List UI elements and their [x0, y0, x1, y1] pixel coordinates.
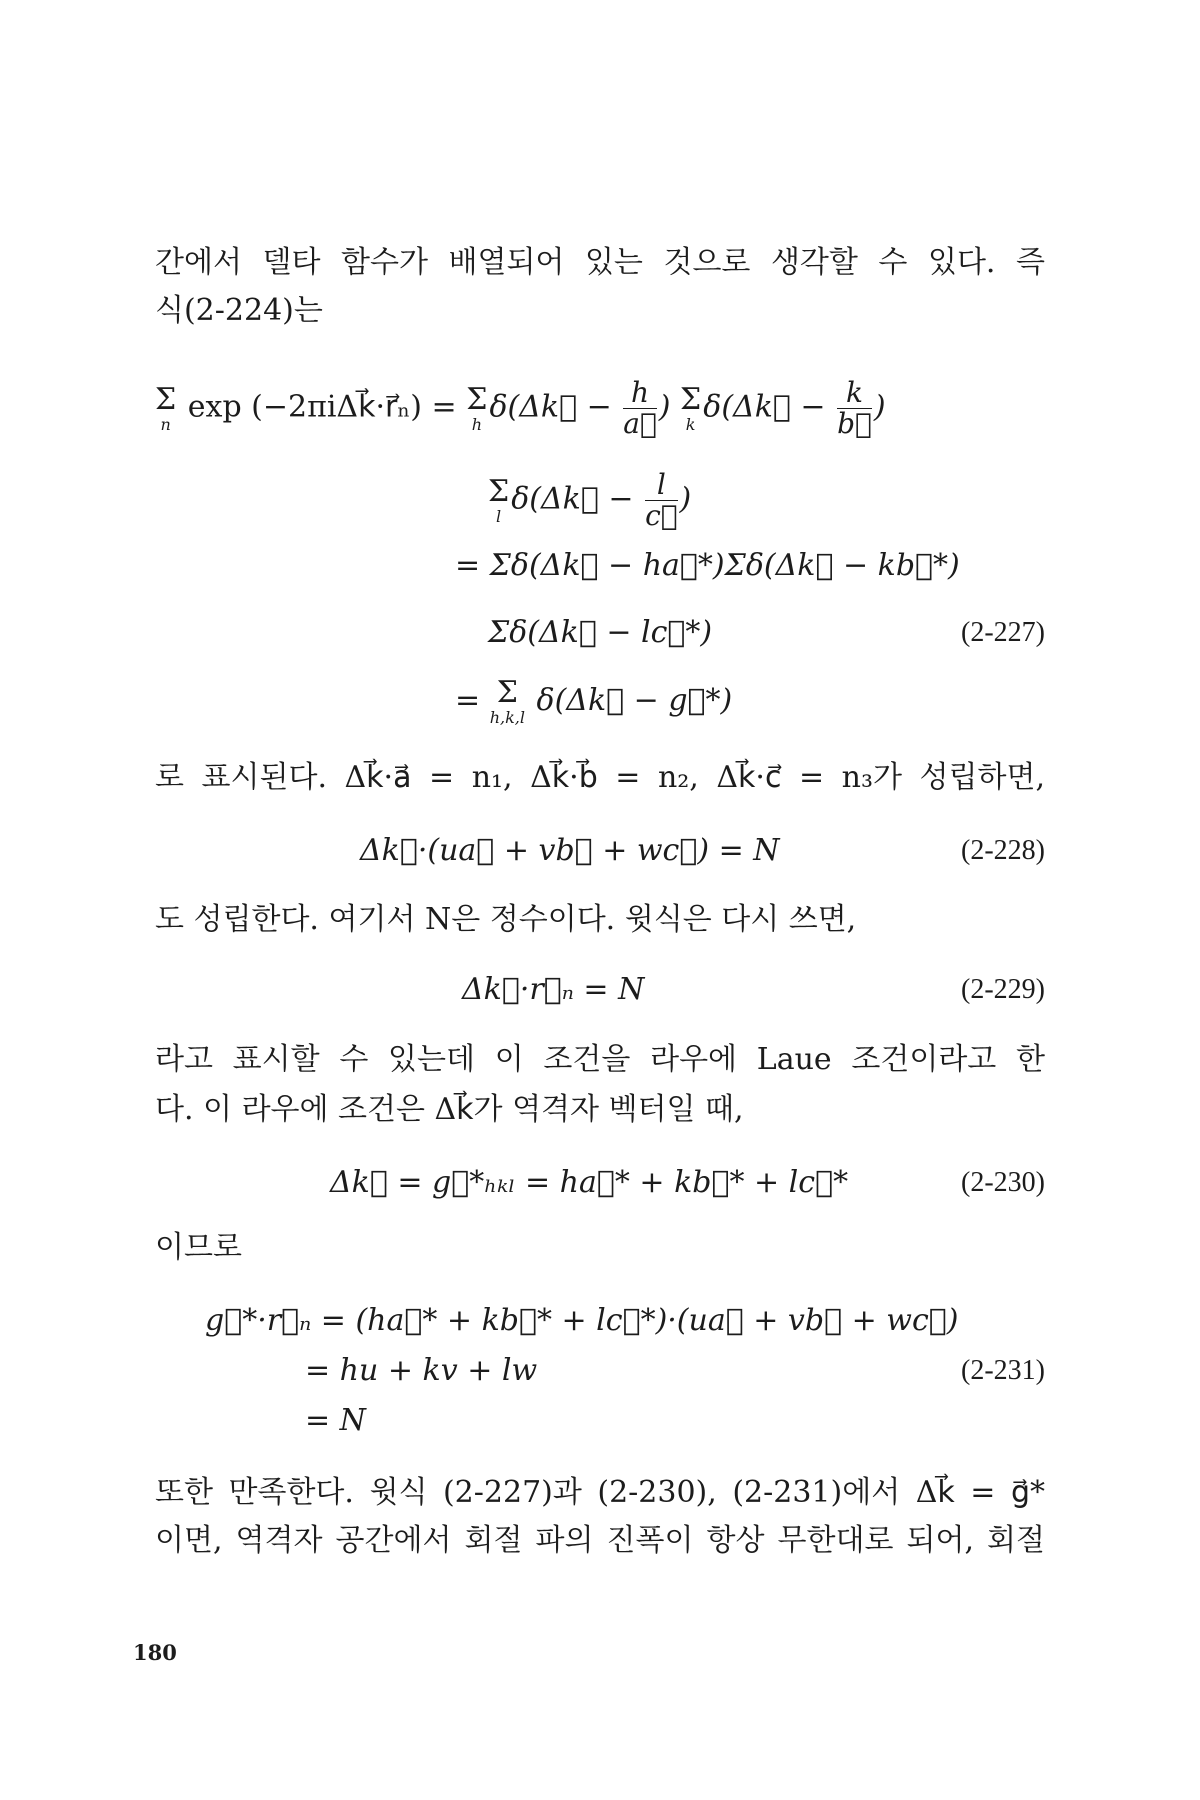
equation-number: (2-231) — [961, 1355, 1045, 1386]
equation-number: (2-229) — [961, 974, 1045, 1005]
text-line: 간에서 델타 함수가 배열되어 있는 것으로 생각할 수 있다. 즉 — [155, 245, 1045, 280]
text-line: 다. 이 라우에 조건은 Δk⃗가 역격자 벡터일 때, — [155, 1092, 744, 1127]
text-line: 이므로 — [155, 1230, 242, 1265]
text-line: 로 표시된다. Δk⃗·a⃗ = n₁, Δk⃗·b⃗ = n₂, Δk⃗·c⃗ = n₃가 성립하면, — [155, 760, 1045, 795]
fraction: $\frac{l}{c⃗}$ — [645, 468, 678, 532]
text-line: 또한 만족한다. 윗식 (2-227)과 (2-230), (2-231)에서 Δk⃗ = g⃗* — [155, 1475, 1045, 1510]
eq227-term-b: δ(Δk⃗ − — [703, 389, 826, 425]
sum-symbol: Σ n — [155, 381, 177, 434]
eq231-line3: = N — [305, 1403, 366, 1438]
sum-symbol: Σ h — [466, 381, 488, 434]
equation-2-228: Δk⃗·(ua⃗ + vb⃗ + wc⃗) = N — [360, 833, 780, 868]
eq227-line1: Σ n exp (−2πiΔk⃗·r⃗ₙ) = Σ h δ(Δk⃗ − $\frac{h}{a⃗}$ ) Σ k δ(Δk⃗ − $\frac{k}{b⃗}$ ) — [155, 376, 886, 440]
text-line: 이면, 역격자 공간에서 회절 파의 진폭이 항상 무한대로 되어, 회절 — [155, 1523, 1045, 1558]
page-number: 180 — [133, 1640, 177, 1665]
sum-symbol: Σ k — [680, 381, 702, 434]
eq231-line1: g⃗*·r⃗ₙ = (ha⃗* + kb⃗* + lc⃗*)·(ua⃗ + vb⃗ + wc⃗) — [205, 1303, 959, 1338]
eq227-line3: = Σδ(Δk⃗ − ha⃗*)Σδ(Δk⃗ − kb⃗*) — [455, 548, 960, 583]
eq227-term-c: δ(Δk⃗ − — [511, 481, 634, 517]
eq227-lhs: exp (−2πiΔk⃗·r⃗ₙ) = — [187, 389, 457, 425]
sum-symbol: Σ l — [488, 473, 510, 526]
fraction: $\frac{h}{a⃗}$ — [623, 376, 657, 440]
equation-2-229: Δk⃗·r⃗ₙ = N — [462, 972, 645, 1007]
eq227-line5: = Σ h,k,l δ(Δk⃗ − g⃗*) — [455, 675, 733, 727]
sum-symbol: Σ h,k,l — [489, 675, 525, 727]
fraction: $\frac{k}{b⃗}$ — [837, 376, 872, 440]
equation-number: (2-228) — [961, 835, 1045, 866]
equation-2-230: Δk⃗ = g⃗*ₕₖₗ = ha⃗* + kb⃗* + lc⃗* — [330, 1165, 849, 1200]
text-line: 라고 표시할 수 있는데 이 조건을 라우에 Laue 조건이라고 한 — [155, 1042, 1045, 1077]
eq227-term-a: δ(Δk⃗ − — [489, 389, 612, 425]
eq227-line2: Σ l δ(Δk⃗ − $\frac{l}{c⃗}$ ) — [488, 468, 692, 532]
text-line: 식(2-224)는 — [155, 293, 323, 328]
text-line: 도 성립한다. 여기서 N은 정수이다. 윗식은 다시 쓰면, — [155, 902, 857, 937]
equation-number: (2-227) — [961, 617, 1045, 648]
equation-number: (2-230) — [961, 1167, 1045, 1198]
eq231-line2: = hu + kv + lw — [305, 1353, 538, 1388]
eq227-line4: Σδ(Δk⃗ − lc⃗*) — [488, 615, 713, 650]
